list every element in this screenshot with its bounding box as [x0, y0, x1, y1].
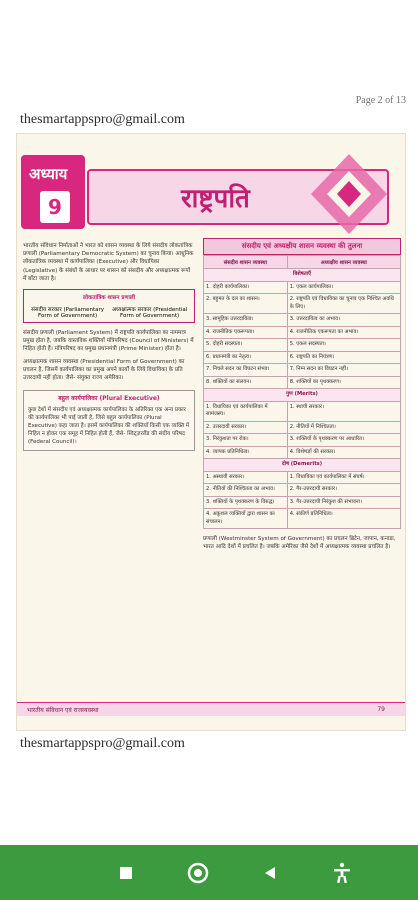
decorative-diamond-icon: [309, 149, 389, 249]
forms-heading: लोकतांत्रिक शासन प्रणाली: [82, 295, 136, 302]
table-row: 7. निचले सदन का विघटन संभव। 7. निम्न सदन का विघटन नहीं।: [204, 364, 401, 377]
col-parliamentary: संसदीय शासन व्यवस्था: [204, 256, 288, 269]
back-button[interactable]: [250, 853, 290, 893]
circle-icon: [187, 862, 209, 884]
system-note: प्रणाली (Westminster System of Government) का प्रचलन ब्रिटेन, जापान, कनाडा, भारत आदि देशों में प्रचलित है। जबकि अमेरिका जैसे देशों में अध्यक्षात्मक व्यवस्था प्रचलित है।: [203, 536, 396, 551]
accessibility-button[interactable]: [322, 853, 362, 893]
form-parliamentary: संसदीय सरकार (Parliamentary Form of Government): [31, 307, 105, 320]
section-merits: गुण (Merits): [204, 389, 401, 402]
left-column: [23, 242, 195, 451]
table-row: 4. अकुशल व्यक्तियों द्वारा शासन का संचालन। 4. संकीर्ण प्रतिनिधित्व।: [204, 509, 401, 529]
table-row: 4. राजनीतिक एकरूपता। 4. राजनीतिक एकरूपता का अभाव।: [204, 326, 401, 339]
intro-paragraph: भारतीय संविधान निर्माताओं ने भारत को शासन व्यवस्था के लिये संसदीय लोकतांत्रिक प्रणाली (Parliamentary Democratic System) का चुनाव किया। आधुनिक लोकतांत्रिक व्यवस्था में कार्यपालिका (Executive) और विधायिका (Legislative) के संबंधों के आधार पर शासन को संसदीय और अध्यक्षात्मक रूपों में बाँटा जाता है।: [23, 243, 194, 282]
table-row: 3. सामूहिक उत्तरदायित्व। 3. उत्तरदायित्व का अभाव।: [204, 314, 401, 327]
table-row: 6. प्रधानमंत्री का नेतृत्व। 6. राष्ट्रपति का नियंत्रण।: [204, 351, 401, 364]
table-row: 2. उत्तरदायी सरकार। 2. नीतियों में निश्चितता।: [204, 421, 401, 434]
scanned-page[interactable]: [16, 133, 406, 731]
chapter-header: [17, 149, 389, 229]
chapter-title: राष्ट्रपति: [181, 184, 250, 214]
android-nav-bar: [0, 845, 418, 900]
table-row: 1. विधायिका एवं कार्यपालिका में सामंजस्य। 1. स्थायी सरकार।: [204, 401, 401, 421]
table-row: 2. बहुमत के दल का शासन। 2. राष्ट्रपति एवं विधायिका का चुनाव एक निश्चित अवधि के लिए।: [204, 294, 401, 314]
plural-body: कुछ देशों में संसदीय एवं अध्यक्षात्मक कार्यपालिका के अतिरिक्त एक अन्य प्रकार की कार्यपालिका भी पाई जाती है, जिसे बहुल कार्यपालिका (Plural Executive) कहा जाता है। इसमें कार्यपालिका की शक्तियाँ किसी एक व्यक्ति में निहित न होकर एक समूह में निहित होती हैं, जैसे- स्विट्ज़रलैंड की संघीय परिषद (Federal Council)।: [28, 407, 190, 446]
parliament-paragraph: संसदीय प्रणाली (Parliament System) में राष्ट्रपति कार्यपालिका का नाममात्र प्रमुख होता है, जबकि वास्तविक शक्तियाँ मंत्रिपरिषद (Council of Ministers) में निहित होती हैं। मंत्रिपरिषद का प्रमुख प्रधानमंत्री (Prime Minister) होता है।: [23, 330, 194, 353]
email-watermark-bottom: thesmartappspro@gmail.com: [20, 736, 185, 751]
chapter-label: अध्याय: [29, 165, 68, 183]
table-row: 1. दोहरी कार्यपालिका। 1. एकल कार्यपालिका।: [204, 281, 401, 294]
email-watermark-top: thesmartappspro@gmail.com: [20, 112, 185, 127]
comparison-table: [203, 255, 401, 529]
plural-heading: बहुल कार्यपालिका (Plural Executive): [58, 395, 160, 403]
table-row: 5. दोहरी सदस्यता। 5. एकल सदस्यता।: [204, 339, 401, 352]
back-triangle-icon: [262, 865, 278, 881]
col-presidential: अध्यक्षीय शासन व्यवस्था: [287, 256, 400, 269]
government-forms-diagram: [23, 289, 195, 323]
table-row: 8. शक्तियों का संलयन। 8. शक्तियों का पृथक्करण।: [204, 376, 401, 389]
table-row: 1. अस्थायी सरकार। 1. विधायिका एवं कार्यपालिका में संघर्ष।: [204, 471, 401, 484]
section-features: विशेषताएँ: [204, 269, 401, 282]
accessibility-icon: [332, 862, 352, 884]
right-column: [203, 238, 401, 555]
book-title: भारतीय संविधान एवं राजव्यवस्था: [27, 707, 99, 714]
plural-executive-box: [23, 390, 195, 451]
square-icon: [118, 865, 134, 881]
table-row: 2. नीतियों की निश्चितता का अभाव। 2. गैर-उत्तरदायी सरकार।: [204, 484, 401, 497]
table-row: 3. शक्तियों के पृथक्करण के विरुद्ध। 3. गैर-उत्तरदायी निरंकुश की संभावना।: [204, 496, 401, 509]
book-footer: [17, 702, 405, 716]
recent-apps-button[interactable]: [106, 853, 146, 893]
book-page-number: 79: [377, 706, 385, 713]
table-row: 3. निरंकुशता पर रोक। 3. शक्तियों के पृथक्करण पर आधारित।: [204, 434, 401, 447]
section-demerits: दोष (Demerits): [204, 459, 401, 472]
chapter-badge: [21, 155, 85, 229]
page-indicator: Page 2 of 13: [355, 95, 406, 106]
home-button[interactable]: [178, 853, 218, 893]
table-row: 4. व्यापक प्रतिनिधित्व। 4. विशेषज्ञों की सरकार।: [204, 446, 401, 459]
presidential-paragraph: अध्यक्षात्मक शासन व्यवस्था (Presidential Form of Government) का प्रचलन है, जिसमें कार्यपालिका का प्रमुख अपने कार्यों के लिये विधायिका के प्रति उत्तरदायी नहीं होता। जैसे- संयुक्त राज्य अमेरिका।: [23, 358, 185, 382]
form-presidential: अध्यक्षात्मक सरकार (Presidential Form of Government): [111, 307, 188, 320]
comparison-title: संसदीय एवं अध्यक्षीय शासन व्यवस्था की तुलना: [203, 238, 401, 255]
chapter-number: 9: [40, 191, 70, 223]
